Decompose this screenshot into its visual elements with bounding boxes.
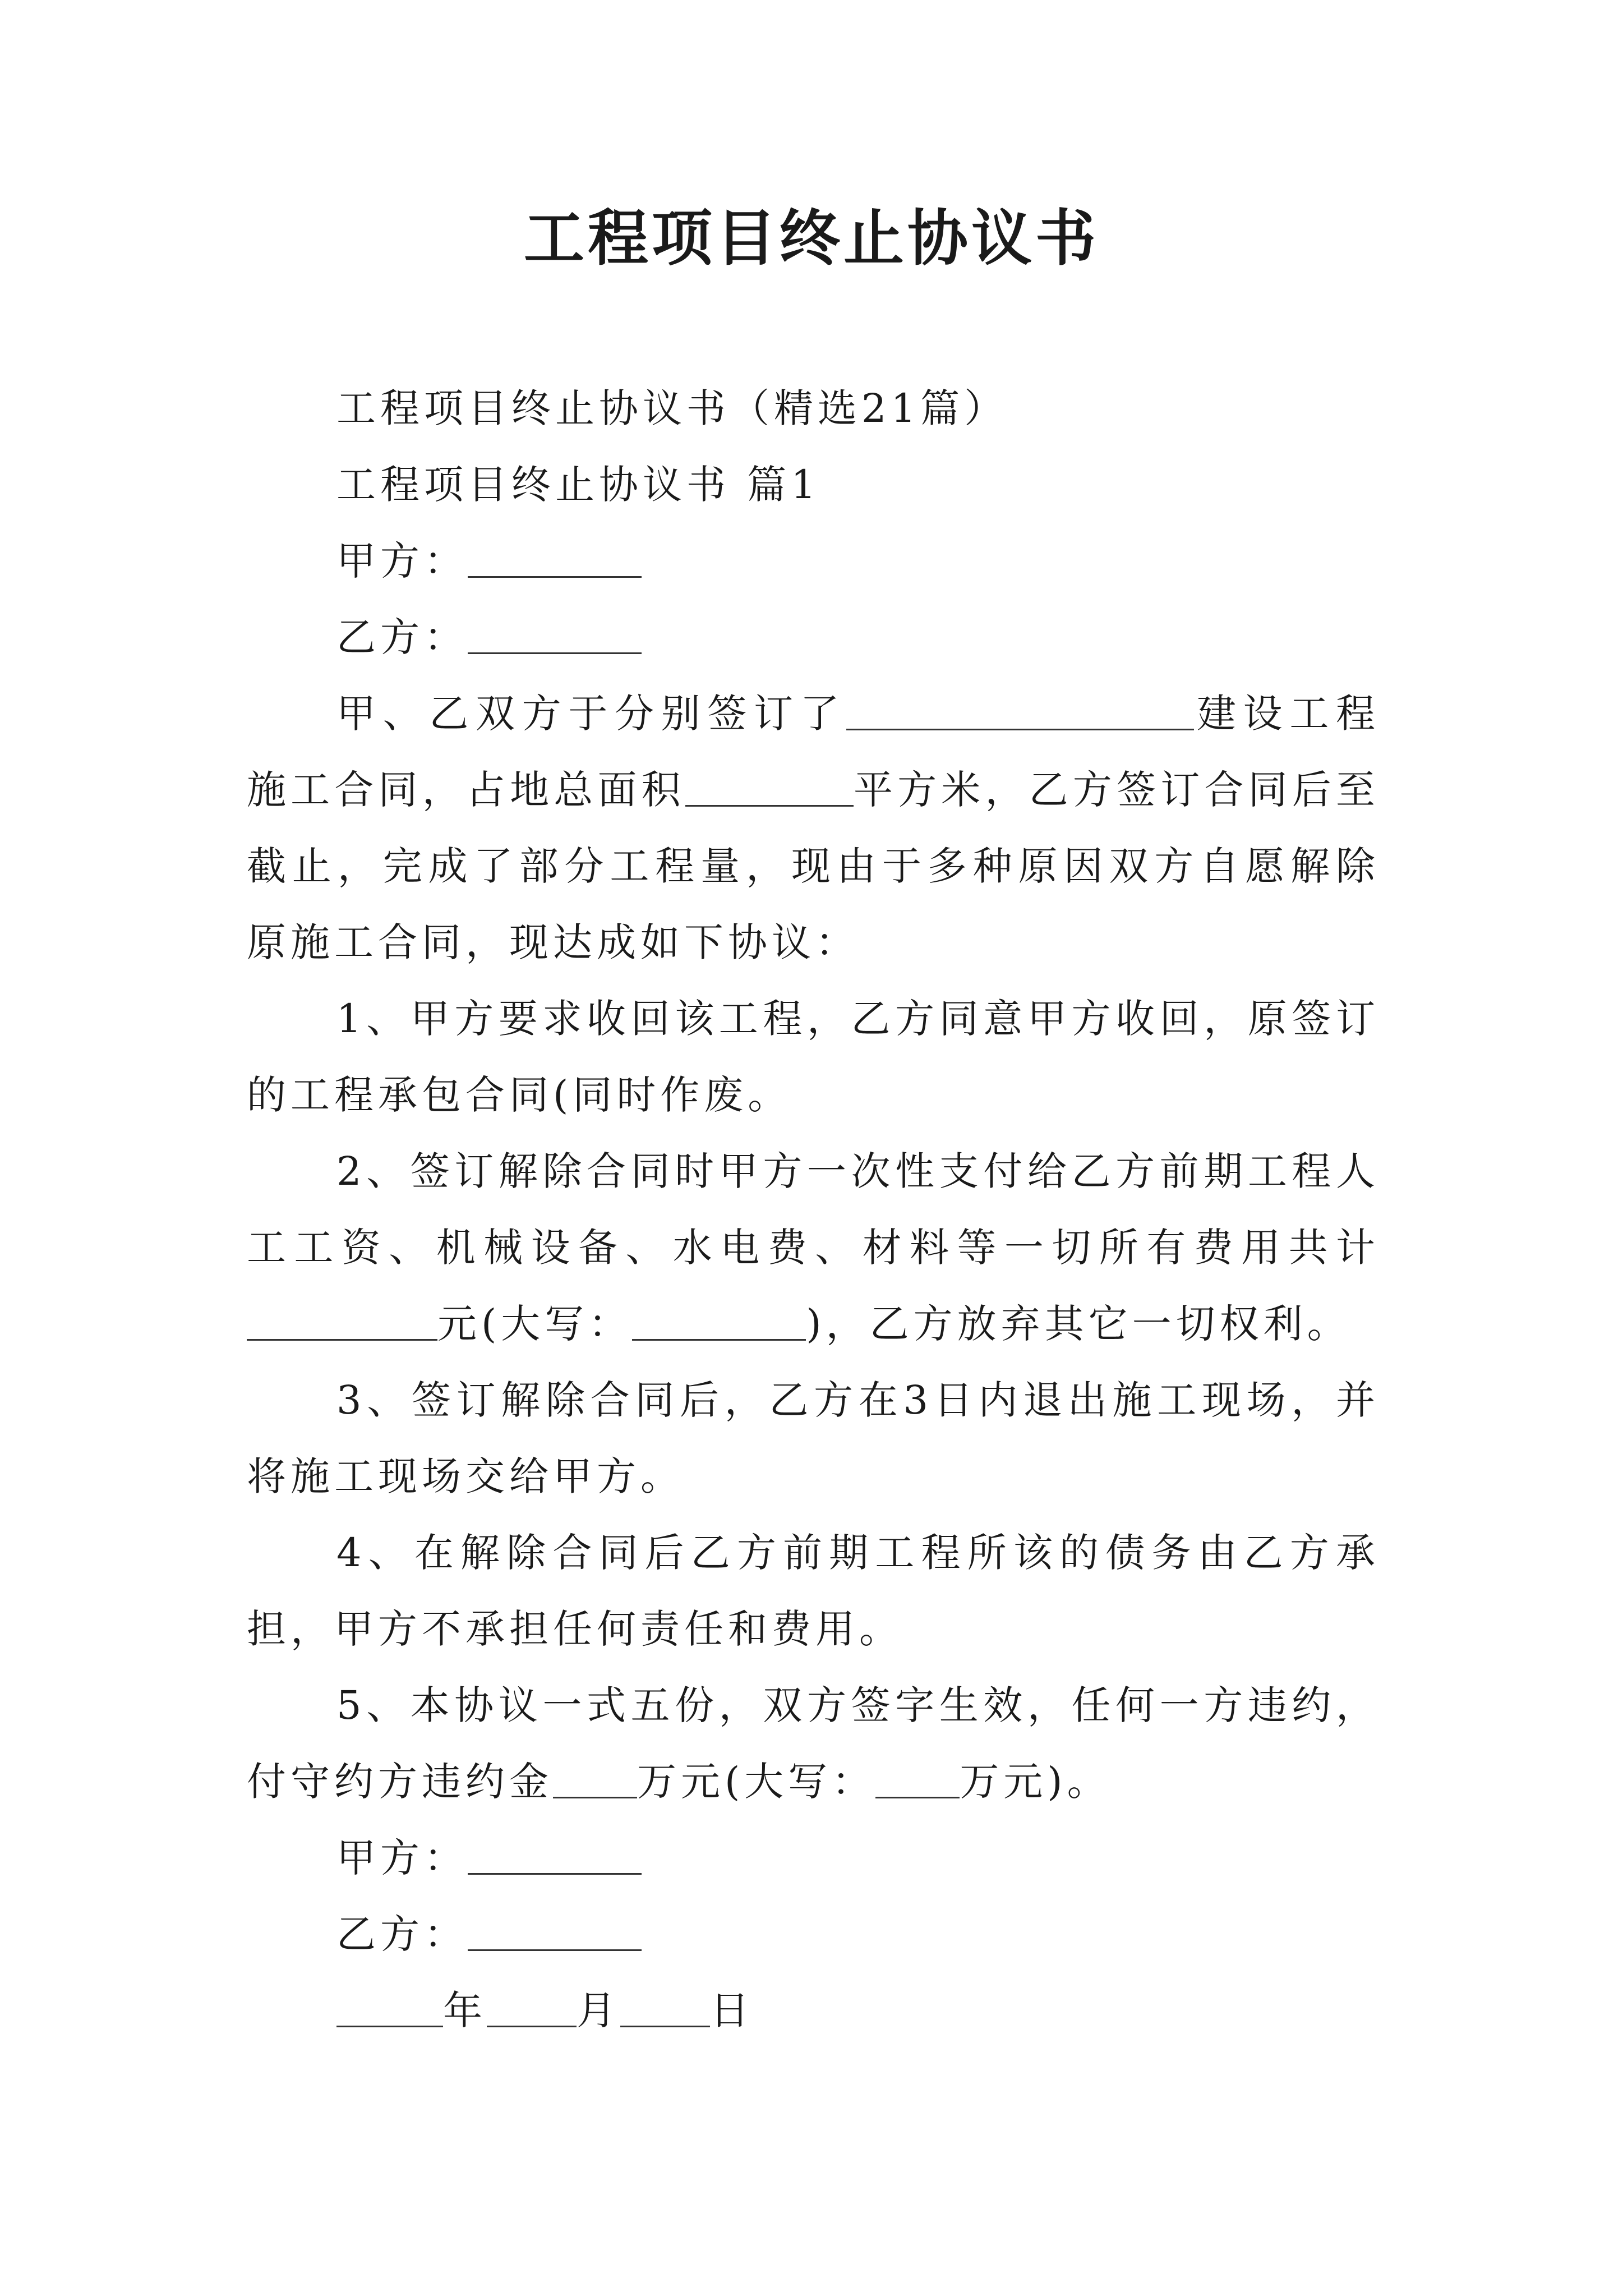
document-body [247, 370, 1380, 2049]
date-line: 年 月 日 [247, 1972, 1380, 2049]
clause-1: 1、甲方要求收回该工程，乙方同意甲方收回，原签订的工程承包合同(同时作废。 [247, 996, 1380, 1118]
year-blank [336, 1980, 443, 2027]
sign-party-b-line: 乙方： [247, 1896, 1380, 1972]
intro-paragraph: 甲、乙双方于分别签订了 建设工程施工合同，占地总面积 平方米，乙方签订合同后至截止，完成了部分工程量，现由于多种原因双方自愿解除原施工合同，现达成如下协议： [247, 675, 1380, 981]
penalty-blank [553, 1751, 637, 1798]
subtitle: 工程项目终止协议书（精选21篇） [336, 385, 1008, 431]
party-b-line: 乙方： [247, 599, 1380, 675]
sign-party-a-line: 甲方： [247, 1820, 1380, 1896]
penalty-capital-blank [875, 1751, 960, 1798]
party-a-line: 甲方： [247, 523, 1380, 599]
document-title: 工程项目终止协议书 [523, 203, 1099, 274]
party-b-blank [468, 606, 642, 654]
month-blank [487, 1980, 577, 2027]
amount-blank [247, 1293, 437, 1341]
project-name-blank [846, 683, 1194, 730]
party-a-blank [468, 530, 642, 578]
clause-5: 5、本协议一式五份，双方签字生效，任何一方违约，付守约方违约金 万元(大写： 万元)。 [247, 1682, 1380, 1805]
day-blank [620, 1980, 710, 2027]
clause-3: 3、签订解除合同后，乙方在3日内退出施工现场，并将施工现场交给甲方。 [247, 1377, 1380, 1499]
sign-party-b-blank [468, 1903, 642, 1951]
section-heading: 工程项目终止协议书 篇1 [336, 462, 820, 508]
clause-2: 2、签订解除合同时甲方一次性支付给乙方前期工程人工工资、机械设备、水电费、材料等一切所有费用共计元(大写： )，乙方放弃其它一切权利。 [247, 1148, 1380, 1347]
clause-4: 4、在解除合同后乙方前期工程所该的债务由乙方承担，甲方不承担任何责任和费用。 [247, 1530, 1380, 1652]
sign-party-a-blank [468, 1827, 642, 1875]
area-blank [685, 759, 854, 807]
amount-capital-blank [632, 1293, 806, 1341]
